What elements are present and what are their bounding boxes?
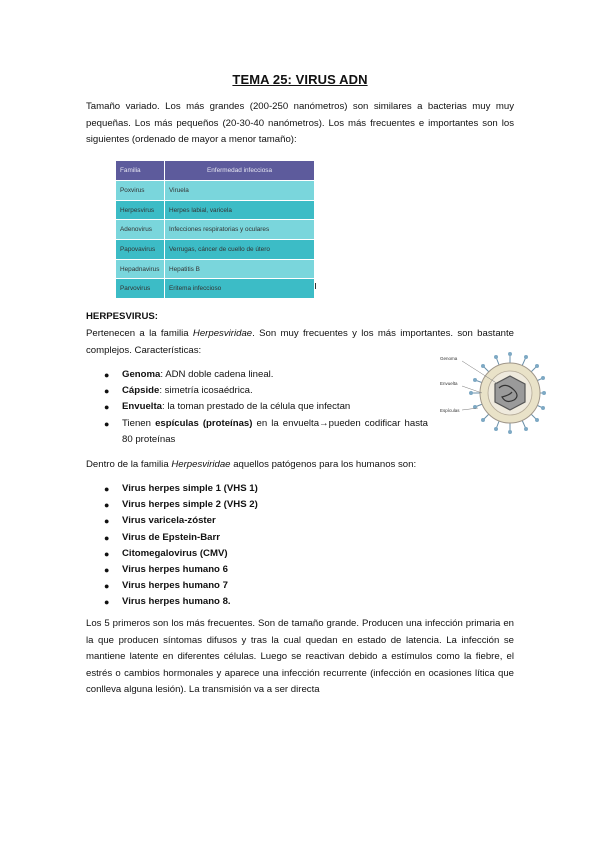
table-cell-enfermedad: Infecciones respiratorias y oculares (165, 220, 315, 240)
family-text: Dentro de la familia (86, 459, 172, 470)
family-name: Herpesviridae (171, 459, 231, 470)
table-row (116, 240, 315, 260)
table-cell-enfermedad: Hepatitis B (165, 259, 315, 279)
bullet-icon: ● (104, 402, 110, 413)
intro-text: . Son muy frecuentes y los más importantes. son bastante complejos. Características: (86, 328, 514, 356)
table-tick-mark (315, 283, 316, 289)
virus-families-table (115, 160, 315, 299)
virus-name: Virus herpes simple 1 (VHS 1) (122, 483, 258, 494)
intro-text: Pertenecen a la familia (86, 328, 193, 339)
list-item (86, 497, 386, 513)
list-item (86, 481, 386, 497)
bullet-icon: ● (104, 565, 110, 576)
list-item (86, 416, 428, 448)
virus-name: Virus herpes simple 2 (VHS 2) (122, 499, 258, 511)
characteristics-list (86, 367, 428, 448)
table-cell-familia: Poxvirus (116, 181, 165, 201)
family-paragraph (86, 457, 514, 474)
table-cell-familia: Adenovirus (116, 220, 165, 240)
bullet-icon: ● (104, 370, 110, 380)
table-header-row (116, 161, 315, 181)
page-title: TEMA 25: VIRUS ADN (232, 72, 368, 87)
characteristic-term: Envuelta (122, 401, 162, 413)
family-text: aquellos patógenos para los humanos son: (230, 459, 417, 470)
virus-name: Virus herpes humano 6 (122, 564, 228, 576)
bullet-icon: ● (104, 581, 110, 592)
table-header-familia: Familia (116, 161, 165, 181)
list-item (86, 530, 386, 546)
bullet-icon: ● (104, 484, 110, 494)
table-cell-enfermedad: Viruela (165, 181, 315, 201)
virus-name: Citomegalovirus (CMV) (122, 547, 228, 559)
list-item (86, 513, 386, 529)
label-leader-line (462, 408, 478, 410)
table-header-enfermedad: Enfermedad infecciosa (165, 161, 315, 181)
characteristic-text: en la envuelta→pueden codificar hasta 80 proteínas (122, 417, 428, 445)
virus-name: Virus herpes humano 7 (122, 580, 228, 592)
list-item (86, 578, 386, 594)
diagram-label-envuelta: Envuelta (440, 381, 458, 386)
table-cell-enfermedad: Eritema infeccioso (165, 279, 315, 299)
table-row (116, 220, 315, 240)
bullet-icon: ● (104, 386, 110, 397)
characteristic-text: : simetría icosaédrica. (159, 385, 253, 397)
herpesvirus-heading: HERPESVIRUS: (86, 311, 158, 322)
characteristic-term: Genoma (122, 369, 161, 380)
list-item (86, 562, 386, 578)
human-herpesvirus-list (86, 481, 386, 611)
table-row (116, 200, 315, 220)
table-row (116, 181, 315, 201)
intro-paragraph: Tamaño variado. Los más grandes (200-250 nanómetros) son similares a bacterias muy muy pequeñas. Los más pequeños (20-30-40 nanómetros). Los más frecuentes e importantes son los siguientes (ordenado de mayor a menor tamaño): (86, 101, 514, 145)
final-paragraph: Los 5 primeros son los más frecuentes. Son de tamaño grande. Producen una infección primaria en la que producen síntomas difusos y tras la cual quedan en estado de latencia. La infección se mantiene latente en diferentes células. Luego se reactivan debido a estímulos como la fiebre, el estrés o cambios hormonales y aparece una infección recurrente (infección en ocasiones lítica que conlleva alguna lesión). La transmisión va a ser directa (86, 618, 514, 695)
virus-name: Virus varicela-zóster (122, 515, 216, 527)
table-cell-familia: Hepadnavirus (116, 259, 165, 279)
bullet-icon: ● (104, 418, 110, 429)
table-cell-familia: Parvovirus (116, 279, 165, 299)
diagram-label-genoma: Genoma (440, 356, 458, 361)
bullet-icon: ● (104, 500, 110, 511)
herpesvirus-diagram (440, 350, 546, 436)
list-item (86, 383, 428, 399)
diagram-label-espiculas: Espículas (440, 408, 460, 413)
characteristic-text: : ADN doble cadena lineal. (160, 369, 274, 380)
virus-name: Virus herpes humano 8. (122, 596, 231, 608)
family-name: Herpesviridae (192, 328, 253, 339)
table-row (116, 259, 315, 279)
characteristic-text: Tienen (122, 417, 156, 429)
list-item (86, 546, 386, 562)
table-row (116, 279, 315, 299)
characteristic-term: Cápside (122, 385, 160, 397)
table-cell-familia: Papovavirus (116, 240, 165, 260)
bullet-icon: ● (104, 532, 110, 543)
list-item (86, 399, 428, 415)
table-cell-familia: Herpesvirus (116, 200, 165, 220)
capsid-shape (495, 376, 525, 410)
list-item (86, 367, 428, 383)
characteristic-term: espículas (proteínas) (155, 417, 253, 429)
bullet-icon: ● (104, 548, 110, 559)
table-cell-enfermedad: Herpes labial, varicela (165, 200, 315, 220)
table-cell-enfermedad: Verrugas, cáncer de cuello de útero (165, 240, 315, 260)
bullet-icon: ● (104, 516, 110, 527)
list-item (86, 594, 386, 610)
bullet-icon: ● (104, 597, 110, 608)
characteristic-text: : la toman prestado de la célula que infectan (162, 401, 351, 413)
virus-name: Virus de Epstein-Barr (122, 531, 220, 543)
